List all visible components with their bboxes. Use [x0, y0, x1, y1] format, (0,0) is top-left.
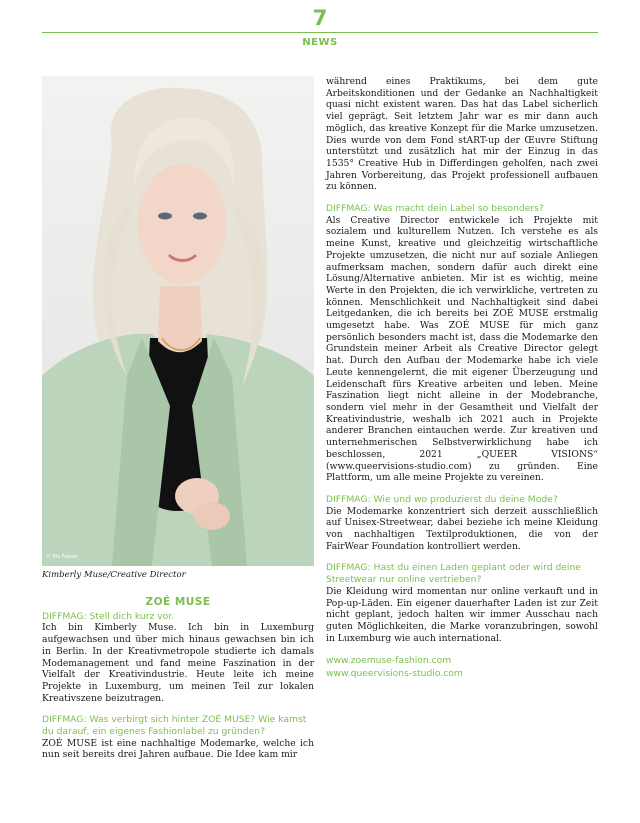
answer-2: ZOÉ MUSE ist eine nachhaltige Modemarke, welche ich nun seit bereits drei Jahren aufbaue. Die Idee kam mir	[42, 737, 314, 761]
brand-title: ZOÉ MUSE	[145, 596, 211, 608]
answer-5: Die Kleidung wird momentan nur online verkauft und in Pop-up-Läden. Ein eigener dauerhafter Laden ist zur Zeit nicht geplant, jedoch halten wir immer Ausschau nach guten Möglichkeiten, die Marke voranzubringen, sowohl in Luxemburg wie auch international.	[326, 585, 598, 644]
right-column	[326, 76, 598, 680]
link-queervisions[interactable]: www.queervisions-studio.com	[326, 668, 463, 680]
photo-credit: © Pia Fowler	[46, 554, 78, 560]
question-4: DIFFMAG: Wie und wo produzierst du deine Mode?	[326, 493, 558, 505]
question-2: DIFFMAG: Was verbirgt sich hinter ZOÉ MUSE? Wie kamst du darauf, ein eigenes Fashionlabel zu gründen?	[42, 714, 307, 738]
answer-2-continued: während eines Praktikums, bei dem gute Arbeitskonditionen und der Gedanke an Nachhaltigkeit quasi nicht existent waren. Das hat das Label sicherlich viel geprägt. Seit letztem Jahr war es mir dann auch möglich, das kreative Konzept für die Marke umzusetzen. Dies wurde von dem Fond stART-up der Œuvre Stiftung unterstützt und zusätzlich hat mir der Einzug in das 1535° Creative Hub in Differdingen geholfen, nach zwei Jahren Vorbereitung, das Projekt professionell aufbauen zu können.	[326, 76, 598, 193]
answer-4: Die Modemarke konzentriert sich derzeit ausschließlich auf Unisex-Streetwear, dabei beziehe ich meine Kleidung von nachhaltigen Textilproduktionen, die von der FairWear Foundation kontrolliert werden.	[326, 505, 598, 552]
page-number: 7	[312, 6, 328, 30]
portrait-photo	[42, 76, 314, 566]
section-label: NEWS	[302, 37, 338, 48]
question-3: DIFFMAG: Was macht dein Label so besonders?	[326, 203, 544, 215]
portrait-illustration	[42, 76, 314, 566]
left-column	[42, 597, 314, 761]
link-zoemuse[interactable]: www.zoemuse-fashion.com	[326, 655, 452, 667]
header-divider	[42, 32, 598, 33]
question-1: DIFFMAG: Stell dich kurz vor.	[42, 610, 175, 622]
photo-caption: Kimberly Muse/Creative Director	[42, 570, 186, 580]
answer-3: Als Creative Director entwickele ich Projekte mit sozialem und kulturellem Nutzen. Ich verstehe es als meine Kunst, kreative und gleichzeitig wirtschaftliche Projekte umzusetzen, die nicht nur auf soziale Anliegen aufmerksam machen, sondern dafür auch direkt eine Lösung/Alternative anbieten. Mir ist es wichtig, meine Werte in den Projekten, die ich verwirkliche, vertreten zu können. Menschlichkeit und Nachhaltigkeit sind dabei Leitgedanken, die ich bereits bei ZOÉ MUSE erstmalig umgesetzt habe. Was ZOÉ MUSE für mich ganz persönlich besonders macht ist, dass die Modemarke den Grundstein meiner Arbeit als Creative Director gelegt hat. Durch den Aufbau der Modemarke habe ich viele Leute kennengelernt, die mit eigener Überzeugung und Leidenschaft fürs Kreative arbeiten und leben. Meine Faszination liegt nicht alleine in der Modebranche, sondern viel mehr in der Gesamtheit und Vielfalt der Kreativindustrie, weshalb ich 2021 auch in Projekte anderer Branchen eintauchen werde. Zur kreativen und unternehmerischen Selbstverwirklichung habe ich beschlossen, 2021 „QUEER VISIONS“ (www.queervisions-studio.com) zu gründen. Eine Plattform, um alle meine Projekte zu vereinen.	[326, 214, 598, 484]
question-5: DIFFMAG: Hast du einen Laden geplant oder wird deine Streetwear nur online vertrieben?	[326, 562, 581, 586]
answer-1: Ich bin Kimberly Muse. Ich bin in Luxemburg aufgewachsen und über mich hinaus gewachsen bin ich in Berlin. In der Kreativmetropole studierte ich damals Modemanagement und fand meine Faszination in der Vielfalt der Kreativindustrie. Heute leite ich meine Projekte in Luxemburg, um meinen Teil zur lokalen Kreativszene beizutragen.	[42, 622, 314, 704]
